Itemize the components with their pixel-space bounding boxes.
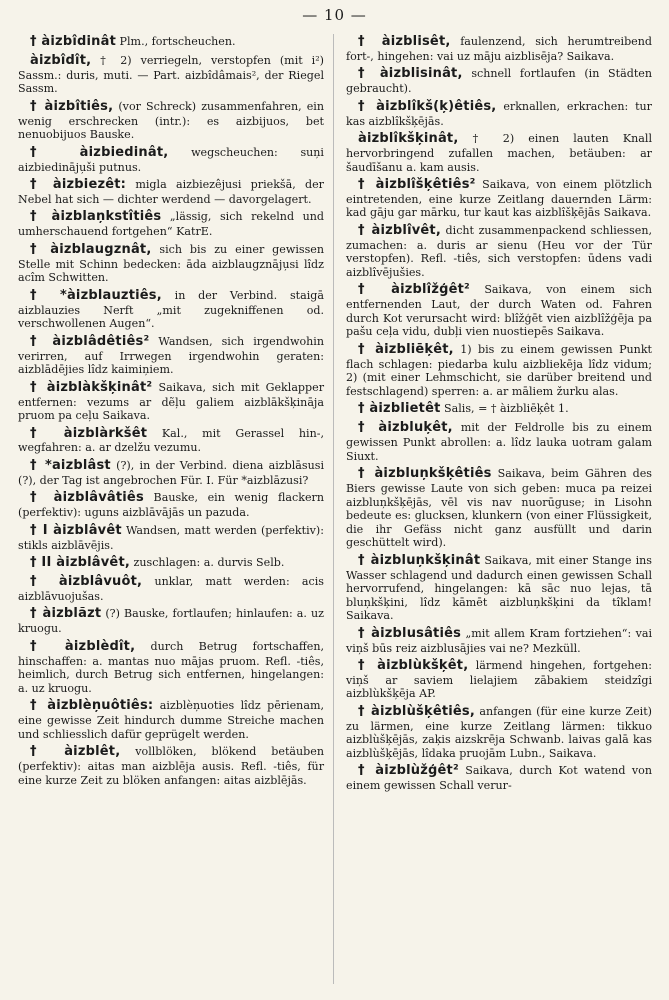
dictionary-entry: [346, 420, 652, 463]
entry-definition: mit der Feldrolle bis zu einem gewissen Punkt abrollen: a. lîdz lauka uotram galam Siuxt.: [346, 421, 652, 463]
entry-headword: † àizblãzt: [30, 606, 102, 622]
entry-definition: Saikava, beim Gähren des Biers gewisse Laute von sich geben: muca pa reizei aizbluņkšķējās, vēl vis nav nuorūguse; in Lisohn bedeute es: glucksen, klunkern (von einer Flüssigkeit, die ihr Gefäss nicht ganz ausfüllt und darin geschüttelt wird).: [346, 467, 652, 550]
entry-definition: zuschlagen: a. durvis Selb.: [133, 556, 285, 570]
dictionary-entry: [346, 282, 652, 338]
dictionary-entry: [346, 401, 652, 417]
entry-headword: † àizblisinât,: [358, 66, 463, 82]
left-column: [18, 34, 324, 790]
entry-definition: dicht zusammenpackend schliessen, zumachen: a. duris ar sienu (Heu vor der Tür verstopfen). Refl. -tiês, sich verstopfen: ūdens vadi aizblîvējušies.: [346, 224, 652, 279]
entry-headword: † àizblaņkstîtiês: [30, 209, 162, 225]
entry-headword: † àizbiedinât,: [30, 144, 169, 160]
dictionary-entry: [18, 555, 324, 571]
entry-headword: † I àizblâvêt: [30, 522, 122, 538]
dictionary-entry: [346, 34, 652, 63]
entry-definition: schnell fortlaufen (in Städten gebraucht).: [346, 67, 652, 96]
entry-headword: † àizblèdît,: [30, 638, 136, 654]
entry-definition: Saikava, mit einer Stange ins Wasser schlagend und dadurch einen gewissen Schall hervorrufend, hingelangen: kā sāc nuo lejas, tā bluņkšķini, lîdz kāmēt aizbluņkšķini da tîklam! Saikava.: [346, 553, 652, 623]
entry-headword: † àizblisêt,: [358, 34, 451, 49]
dictionary-entry: [18, 99, 324, 142]
entry-headword: † àizblèņuôtiês:: [30, 698, 154, 714]
entry-definition: † 2) einen lauten Knall hervorbringend zufallen machen, betäuben: ar šaudīšanu a. kam ausis.: [346, 132, 653, 174]
entry-definition: Wandsen, sich irgendwohin verirren, auf Irrwegen irgendwohin geraten: aizblādējies lîdz kaimiņiem.: [18, 334, 324, 377]
entry-definition: (?) Bauske, fortlaufen; hinlaufen: a. uz kruogu.: [18, 607, 325, 636]
dictionary-entry: [18, 606, 324, 635]
entry-headword: † àizblêt,: [30, 744, 121, 760]
entry-headword: † àizblâdêtiês²: [30, 333, 150, 349]
dictionary-entry: [346, 553, 652, 623]
entry-headword: † àizbluņkšķinât: [358, 552, 481, 568]
dictionary-entry: [18, 334, 324, 377]
dictionary-entry: [346, 342, 652, 398]
entry-definition: Kal., mit Gerassel hin-, wegfahren: a. ar dzelžu vezumu.: [18, 426, 324, 455]
entry-headword: † àizblàrkšêt: [30, 425, 148, 441]
entry-headword: † àizblùžģêt²: [358, 763, 459, 779]
entry-definition: Saikava, von einem sich entfernenden Laut, der durch Waten od. Fahren durch Kot verursacht wird: blîžģēt vien aizblîžģēja pa pašu ceļa vidu, dubļi vien nuostiepēs Saikava.: [346, 283, 652, 339]
entry-definition: 1) bis zu einem gewissen Punkt flach schlagen: piedarba kulu aizbliekēja lîdz vidum; 2) (mit einer Lehmschicht, sie darüber breitend und festschlagend) sperren: a. ar māliem žurku alas.: [346, 342, 652, 398]
entry-headword: àizbîdît,: [30, 52, 92, 68]
entry-definition: migla aizbiezêjusi priekšā, der Nebel hat sich — dichter werdend — davorgelagert.: [18, 178, 324, 206]
dictionary-entry: [18, 490, 324, 519]
column-divider: [333, 34, 334, 984]
entry-definition: Saikava, durch Kot watend von einem gewissen Schall verur-: [346, 764, 652, 793]
entry-definition: faulenzend, sich herumtreibend fort-, hingehen: vai uz māju aizblisēja? Saikava.: [346, 35, 652, 63]
entry-headword: † àizblâvâtiês: [30, 490, 144, 506]
dictionary-entry: [346, 466, 652, 550]
entry-headword: † àizbluķêt,: [358, 420, 453, 436]
entry-headword: † àizblîžģêt²: [358, 282, 470, 298]
dictionary-entry: [346, 763, 652, 792]
dictionary-entry: [18, 698, 324, 741]
entry-definition: „mit allem Kram fortziehen“: vai viņš būs reiz aizblusājies vai ne? Mezküll.: [346, 626, 652, 655]
entry-headword: † àizbîdinât: [30, 34, 116, 49]
entry-definition: wegscheuchen: suņi aizbiedināju̦ši putnus.: [18, 145, 324, 174]
dictionary-entry: [346, 658, 652, 701]
entry-definition: unklar, matt werden: acis aizblāvuojušas.: [18, 574, 324, 603]
dictionary-entry: [18, 145, 324, 174]
dictionary-entry: [18, 458, 324, 487]
entry-headword: † àizbluņkšķêtiês: [358, 466, 492, 482]
dictionary-entry: [18, 53, 324, 96]
entry-definition: lärmend hingehen, fortgehen: viņš ar saviem lielajiem zābakiem steidzîgi aizblùkšķēja AP.: [346, 659, 653, 701]
dictionary-entry: [18, 288, 324, 331]
entry-headword: † àizblîkš(ķ)êtiês,: [358, 98, 497, 114]
entry-definition: Bauske, ein wenig flackern (perfektiv): uguns aizblāvājās un pazuda.: [18, 491, 324, 520]
dictionary-entry: [18, 639, 324, 695]
entry-headword: † *aizblâst: [30, 457, 111, 473]
dictionary-entry: [346, 66, 652, 95]
entry-definition: sich bis zu einer gewissen Stelle mit Schinn bedecken: āda aizblaugznāju̦si lîdz acîm Schwitten.: [18, 242, 324, 285]
entry-definition: vollblöken, blökend betäuben (perfektiv): aitas man aizblēja ausis. Refl. -tiês, für eine kurze Zeit zu blöken anfangen: aitas aizblējās.: [18, 745, 324, 787]
entry-headword: † àizbîtiês,: [30, 98, 114, 114]
entry-headword: † àizblâvuôt,: [30, 573, 143, 589]
right-column: [346, 34, 652, 796]
dictionary-entry: [346, 99, 652, 128]
entry-definition: Saikava, sich mit Geklapper entfernen: vezums ar dẽļu galiem aizblākšķināja pruom pa ceļu Saikava.: [18, 380, 325, 423]
entry-definition: † 2) verriegeln, verstopfen (mit i²) Sassm.: duris, muti. — Part. aizbîdâmais², der Riegel Sassm.: [18, 53, 324, 96]
entry-definition: „lässig, sich rekelnd und umherschauend fortgehen“ KatrE.: [18, 210, 324, 239]
entry-definition: durch Betrug fortschaffen, hinschaffen: a. mantas nuo mājas pruom. Refl. -tiês, heimlich, durch Betrug sich entfernen, hingelangen: a. uz kruogu.: [18, 639, 325, 695]
entry-definition: (?), in der Verbind. diena aizblāsusi (?), der Tag ist angebrochen Für. I. Für *aizblāzusi?: [18, 458, 324, 487]
entry-headword: † àizbliēķêt,: [358, 341, 454, 357]
entry-headword: † àizbiezêt:: [30, 177, 127, 193]
entry-definition: erknallen, erkrachen: tur kas aizblîkšķējās.: [346, 99, 652, 128]
dictionary-entry: [18, 209, 324, 238]
dictionary-entry: [346, 704, 652, 760]
dictionary-entry: [346, 626, 652, 655]
entry-headword: † àizblaugznât,: [30, 241, 152, 257]
dictionary-entry: [346, 131, 652, 174]
entry-definition: in der Verbind. staigā aizblauzies Nerft „mit zugekniffenen od. verschwollenen Augen“.: [18, 288, 324, 331]
entry-headword: † àizblietêt: [358, 401, 441, 417]
entry-headword: † II àizblâvêt,: [30, 555, 130, 571]
entry-headword: † àizblusâtiês: [358, 625, 462, 641]
dictionary-entry: [18, 34, 324, 50]
dictionary-entry: [18, 426, 324, 455]
entry-definition: Salis, = † àizbliēķêt 1.: [444, 402, 569, 416]
dictionary-entry: [346, 177, 652, 220]
dictionary-entry: [18, 744, 324, 787]
entry-definition: (vor Schreck) zusammenfahren, ein wenig erschrecken (intr.): es aizbijuos, bet nenuobijuos Bauske.: [18, 99, 324, 142]
dictionary-entry: [18, 242, 324, 285]
dictionary-entry: [18, 523, 324, 552]
dictionary-entry: [18, 380, 324, 423]
entry-definition: aizblèņuoties lîdz pērienam, eine gewisse Zeit hindurch dumme Streiche machen und schliesslich dafür geprügelt werden.: [18, 699, 324, 741]
dictionary-entry: [18, 574, 324, 603]
entry-definition: Wandsen, matt werden (perfektiv): stikls aizblāvējis.: [18, 523, 324, 552]
entry-headword: † àizblùkšķêt,: [358, 658, 469, 674]
entry-headword: † *àizblauztiês,: [30, 287, 162, 303]
entry-definition: anfangen (für eine kurze Zeit) zu lärmen, eine kurze Zeitlang lärmen: tikkuo aizblùšķējās, zaķis aizskrēja Schwanb. laivas galā kas aizblùšķējās, lîdaka pruojām Lubn., Saikava.: [346, 704, 653, 760]
entry-headword: àizblîkšķinât,: [358, 131, 459, 147]
entry-headword: † àizblîvêt,: [358, 223, 441, 239]
entry-headword: † àizblàkšķinât²: [30, 379, 153, 395]
dictionary-entry: [18, 177, 324, 206]
entry-headword: † àizblùšķêtiês,: [358, 703, 476, 719]
page-number: — 10 —: [302, 6, 367, 24]
dictionary-entry: [346, 223, 652, 279]
entry-definition: Plm., fortscheuchen.: [119, 35, 236, 48]
entry-headword: † àizblîšķêtiês²: [358, 177, 476, 193]
entry-definition: Saikava, von einem plötzlich eintretenden, eine kurze Zeitlang dauernden Lärm: kad gāju gar mārku, tur kaut kas aizblîšķējās Saikava.: [346, 178, 653, 220]
